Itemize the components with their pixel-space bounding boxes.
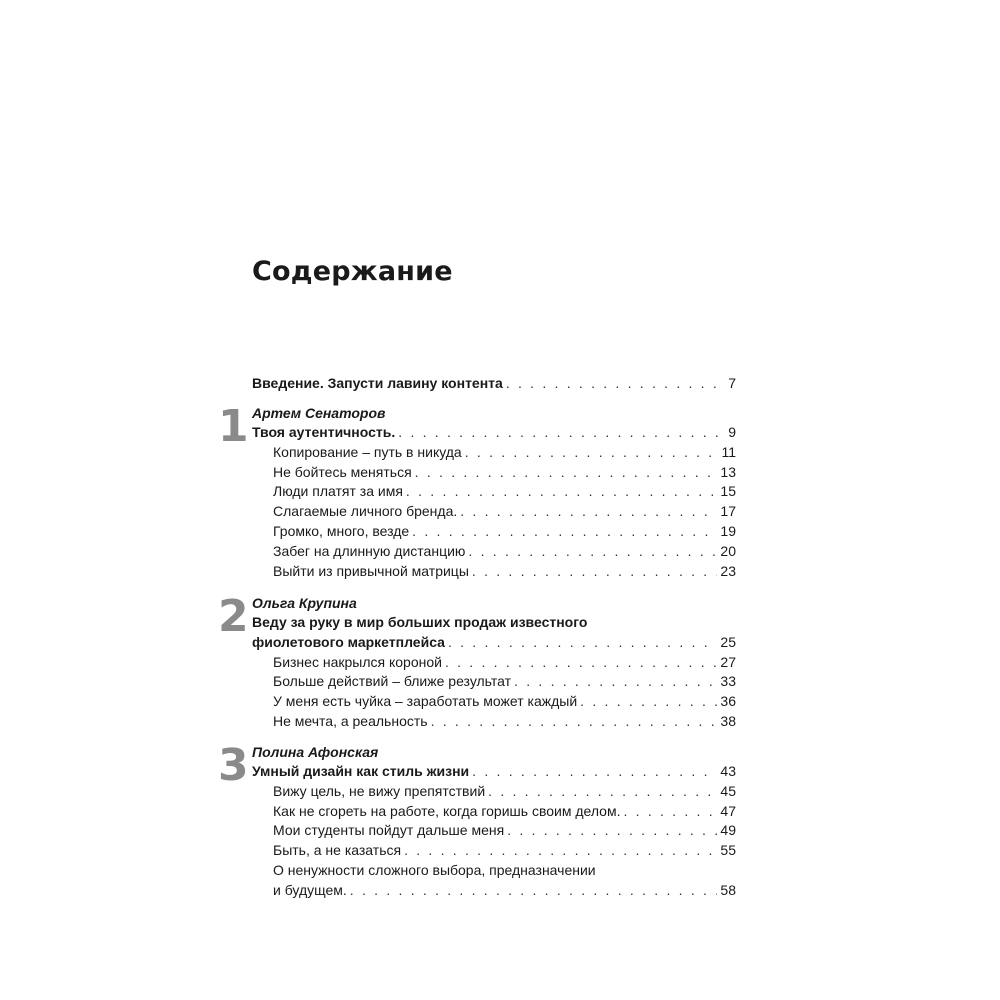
chapter-author: Полина Афонская bbox=[252, 744, 379, 760]
toc-section[interactable] bbox=[252, 802, 736, 822]
toc-section[interactable] bbox=[252, 463, 736, 483]
chapter-title-entry[interactable] bbox=[252, 633, 736, 653]
dot-leader bbox=[445, 653, 717, 673]
section-label: Выйти из привычной матрицы bbox=[273, 562, 469, 579]
toc-section[interactable] bbox=[252, 692, 736, 712]
page-number: 17 bbox=[720, 503, 736, 520]
section-label: Не бойтесь меняться bbox=[273, 463, 412, 480]
toc-intro[interactable] bbox=[252, 374, 736, 394]
dot-leader bbox=[472, 562, 718, 582]
page-number: 15 bbox=[720, 483, 736, 500]
section-label-line[interactable]: О ненужности сложного выбора, предназначении bbox=[273, 861, 596, 878]
page-number: 43 bbox=[720, 763, 736, 779]
chapter-title: Твоя аутентичность. bbox=[252, 424, 396, 440]
dot-leader bbox=[398, 423, 725, 443]
toc-section[interactable] bbox=[252, 881, 736, 901]
section-label: Громко, много, везде bbox=[273, 522, 410, 539]
page-number: 45 bbox=[720, 782, 736, 799]
chapter-number: 1 bbox=[218, 401, 249, 452]
page-number: 23 bbox=[720, 562, 736, 579]
toc-section[interactable] bbox=[252, 672, 736, 692]
dot-leader bbox=[472, 762, 717, 782]
toc-section[interactable] bbox=[252, 712, 736, 732]
chapter-author: Артем Сенаторов bbox=[252, 405, 386, 421]
chapter-number: 3 bbox=[218, 740, 249, 791]
section-label: Бизнес накрылся короной bbox=[273, 653, 442, 670]
dot-leader bbox=[506, 374, 725, 394]
dot-leader bbox=[460, 502, 717, 522]
page-number: 47 bbox=[720, 802, 736, 819]
page-number: 20 bbox=[720, 542, 736, 559]
page-title: Содержание bbox=[252, 256, 453, 287]
chapter-title: фиолетового маркетплейса bbox=[252, 633, 445, 650]
section-label: Вижу цель, не вижу препятствий bbox=[273, 782, 486, 799]
page-number: 49 bbox=[720, 822, 736, 839]
toc-section[interactable] bbox=[252, 443, 736, 463]
section-label: Люди платят за имя bbox=[273, 483, 403, 500]
page-number: 7 bbox=[728, 375, 736, 391]
toc-section[interactable] bbox=[252, 542, 736, 562]
toc-section[interactable] bbox=[252, 562, 736, 582]
page-number: 33 bbox=[720, 673, 736, 690]
section-label: Не мечта, а реальность bbox=[273, 712, 428, 729]
section-label: и будущем. bbox=[273, 881, 347, 898]
chapter-2 bbox=[218, 591, 736, 732]
toc-section[interactable] bbox=[252, 821, 736, 841]
chapter-title-entry[interactable] bbox=[252, 423, 736, 443]
page-number: 27 bbox=[720, 653, 736, 670]
page-number: 55 bbox=[720, 842, 736, 859]
page-number: 19 bbox=[720, 522, 736, 539]
dot-leader bbox=[507, 821, 717, 841]
dot-leader bbox=[415, 463, 718, 483]
dot-leader bbox=[448, 633, 717, 653]
page-number: 58 bbox=[720, 881, 736, 898]
section-label: Больше действий – ближе результат bbox=[273, 673, 512, 690]
section-label: Копирование – путь в никуда bbox=[273, 443, 462, 460]
dot-leader bbox=[350, 881, 718, 901]
page-number: 11 bbox=[721, 443, 736, 460]
page-number: 36 bbox=[720, 693, 736, 710]
dot-leader bbox=[580, 692, 717, 712]
section-label: Быть, а не казаться bbox=[273, 842, 402, 859]
section-label: Забег на длинную дистанцию bbox=[273, 542, 466, 559]
chapter-title: Умный дизайн как стиль жизни bbox=[252, 763, 470, 779]
dot-leader bbox=[431, 712, 718, 732]
dot-leader bbox=[406, 482, 718, 502]
page-number: 38 bbox=[720, 712, 736, 729]
dot-leader bbox=[468, 542, 717, 562]
page-number: 9 bbox=[728, 424, 736, 440]
section-label: Как не сгореть на работе, когда горишь своим делом. bbox=[273, 802, 621, 819]
chapter-number: 2 bbox=[218, 591, 249, 642]
chapter-title-line[interactable]: Веду за руку в мир больших продаж известного bbox=[252, 614, 588, 630]
section-label: Мои студенты пойдут дальше меня bbox=[273, 822, 505, 839]
page-number: 25 bbox=[720, 633, 736, 650]
chapter-title-entry[interactable] bbox=[252, 762, 736, 782]
toc-section[interactable] bbox=[252, 841, 736, 861]
dot-leader bbox=[465, 443, 719, 463]
toc-section[interactable] bbox=[252, 782, 736, 802]
toc-section[interactable] bbox=[252, 522, 736, 542]
toc-entry-label: Введение. Запусти лавину контента bbox=[252, 375, 503, 391]
dot-leader bbox=[488, 782, 717, 802]
toc-section[interactable] bbox=[252, 482, 736, 502]
dot-leader bbox=[412, 522, 717, 542]
section-label: Слагаемые личного бренда. bbox=[273, 503, 458, 520]
dot-leader bbox=[514, 672, 717, 692]
chapter-author: Ольга Крупина bbox=[252, 595, 357, 611]
dot-leader bbox=[404, 841, 717, 861]
toc-section[interactable] bbox=[252, 502, 736, 522]
toc-section[interactable] bbox=[252, 653, 736, 673]
section-label: У меня есть чуйка – заработать может каждый bbox=[273, 693, 578, 710]
chapter-3 bbox=[218, 740, 736, 901]
dot-leader bbox=[623, 802, 717, 822]
chapter-1 bbox=[218, 401, 736, 581]
page-number: 13 bbox=[720, 463, 736, 480]
